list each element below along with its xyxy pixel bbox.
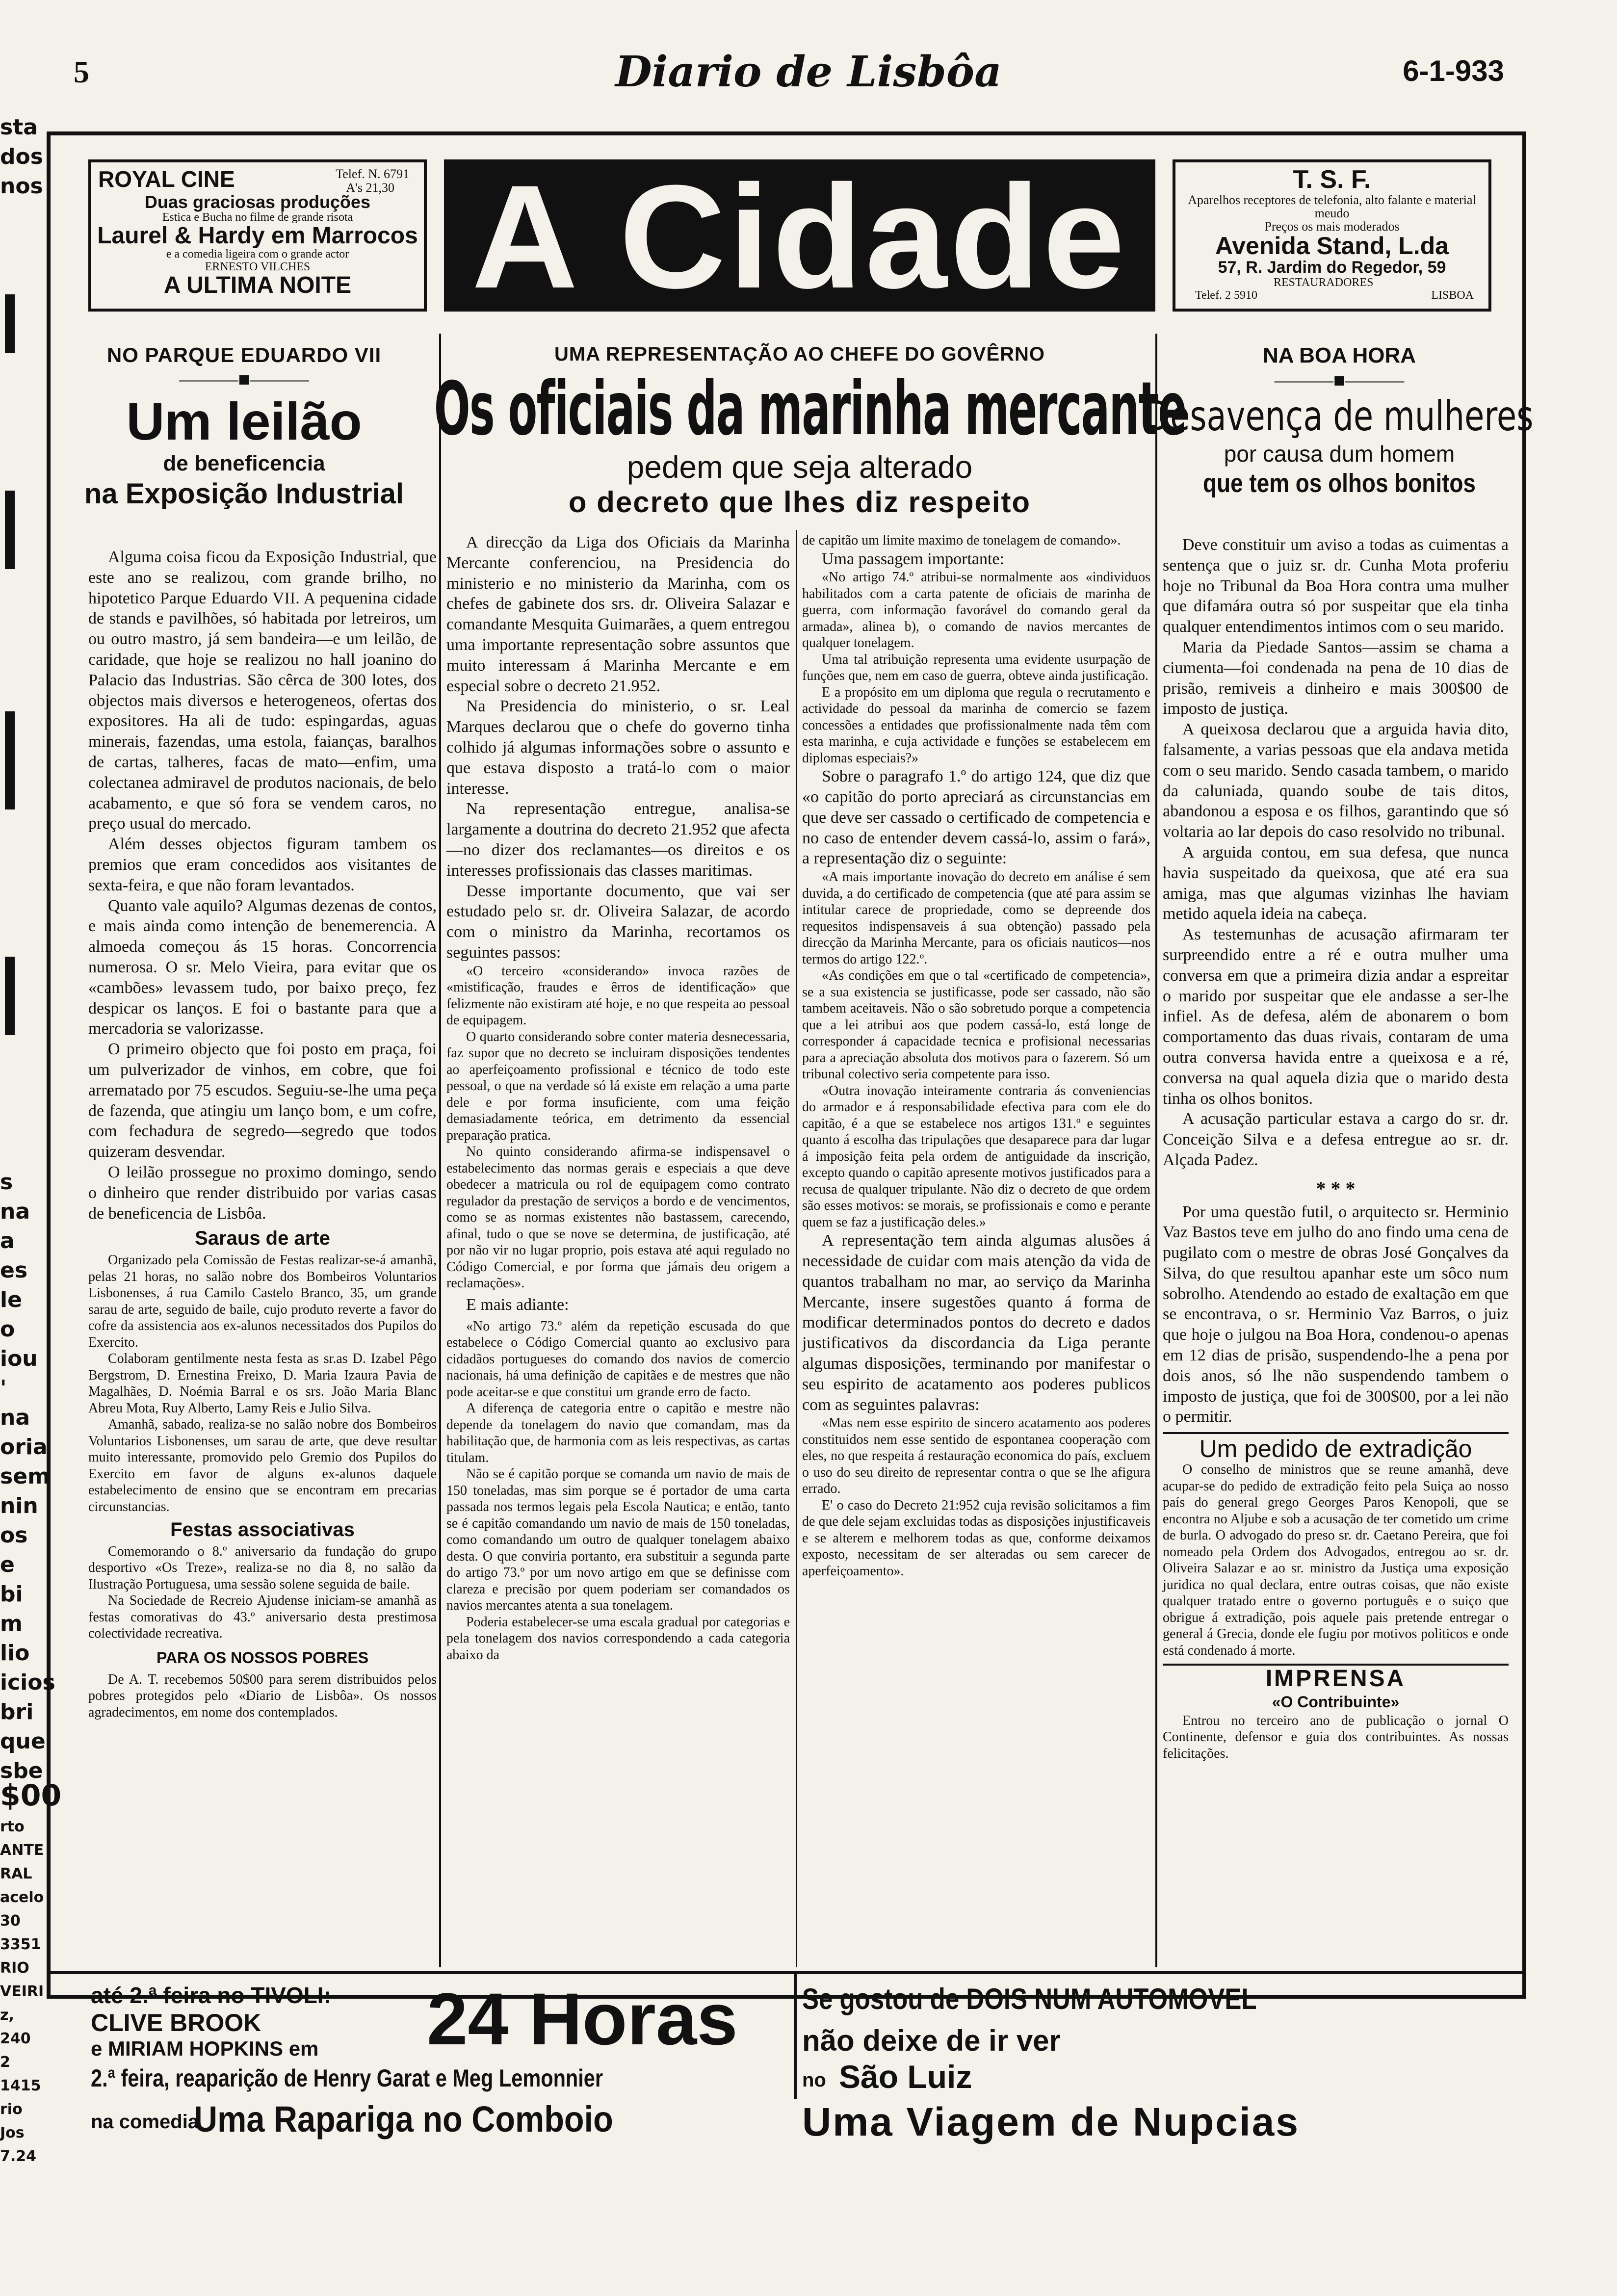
column-rule [1155, 334, 1157, 1967]
tsf-district: RESTAURADORES [1274, 276, 1374, 289]
section-heading-imprensa: IMPRENSA [1163, 1664, 1509, 1689]
center-article-body-a [446, 532, 790, 1663]
right-kicker: NA BOA HORA [1262, 343, 1416, 367]
tsf-ad [1173, 159, 1491, 312]
margin-fragments-top: sta dos nos [0, 115, 43, 199]
paragraph: Colaboram gentilmente nesta festa as sr.as D. Izabel Pêgo Bergstrom, D. Ernestina Freixo, D. Maria Izaura Pavia de Magalhães, D. Noémia Barral e os srs. João Maria Blanc Abreu Mota, Ruy Alberto, Lamy Reis e Julio Silva. [88, 1351, 437, 1416]
royal-cine-time: A's 21,30 [346, 181, 394, 195]
issue-date: 6-1-933 [1403, 54, 1504, 87]
section-masthead [444, 154, 1155, 319]
quote-paragraph: Não se é capitão porque se comanda um navio de mais de 150 toneladas, mas sim porque se é portador de uma carta passada nos termos legais pela Escola Nautica; e então, tanto se é capitão comandando um navio de mais de 150 toneladas, como comandando um outro de qualquer tonelagem abaixo desta. O que conviria portanto, era substituir a segunda parte do artigo 73.º por um novo artigo em que se definisse com clareza e precisão por quem poderiam ser comandados os navios mercantes atenta a sua tonelagem. [446, 1466, 790, 1614]
royal-cine-ad [88, 159, 427, 312]
quote-paragraph: No quinto considerando afirma-se indispensavel o estabelecimento das normas gerais e especiais a que deve obedecer a matricula ou rol de equipagem como contrato regulador da prestação de serviços a bordo e de vencimentos, como se as normas existentes não bastassem, carecendo, afinal, tudo o que se nove se determina, de justificação, até por não vir no lugar proprio, pois estava até aqui regulado no Código Comercial, e por forma que jámais deu origem a reclamações». [446, 1144, 790, 1291]
quote-paragraph: E a propósito em um diploma que regula o recrutamento e actividade do pessoal da marinha de comercio se fazem concessões a entidades que profissionalmente nada têm com esta marinha, e cuja actividade e funções se estabelecem em diplomas especiais?» [802, 684, 1150, 766]
paragraph: Além desses objectos figuram tambem os premios que eram concedidos aos visitantes de sexta-feira, e que não foram levantados. [88, 835, 437, 894]
paragraph: Maria da Piedade Santos—assim se chama a ciumenta—foi condenada na pena de 10 dias de prisão, remiveis a dinheiro e mais 300$00 de imposto de justiça. [1163, 638, 1509, 718]
royal-cine-actor: ERNESTO VILCHES [205, 260, 311, 273]
tivoli-ad-line: até 2.ª feira no TIVOLI: [91, 1983, 331, 2008]
center-headline: Os oficiais da marinha mercante [434, 366, 1186, 452]
column-rule [796, 530, 797, 1967]
quote-paragraph: «As condições em que o tal «certificado de competencia», se a sua existencia se justificasse, pode ser cassado, não são tambem aceitaveis. Não o são sobretudo porque a competencia que a lei atribui aos que podem cassá-lo, está longe de corresponder á capacidade tecnica e profisional necessarias para a apreciação absoluta dos motivos para o fazerem. Só um tribunal colectivo seria competente para isso. [802, 968, 1150, 1082]
left-kicker: NO PARQUE EDUARDO VII [106, 343, 382, 366]
royal-cine-feature: Laurel & Hardy em Marrocos [97, 222, 418, 249]
right-article-header [1145, 343, 1534, 498]
tsf-address: 57, R. Jardim do Regedor, 59 [1218, 258, 1446, 277]
section-heading-pobres: PARA OS NOSSOS POBRES [156, 1648, 369, 1667]
tivoli-ad-line: e MIRIAM HOPKINS em [91, 2037, 319, 2060]
section-divider-stars: * * * [1316, 1177, 1356, 1200]
margin-mark [5, 294, 15, 353]
tivoli-ad-title: 24 Horas [427, 1978, 738, 2060]
paragraph: Sobre o paragrafo 1.º do artigo 124, que diz que «o capitão do porto apreciará as circunstancias em que deve ser cassado o certificado de competencia e no caso de entender devem cassá-lo, assim o fará», a representação diz o seguinte: [802, 767, 1150, 868]
margin-mark [5, 711, 15, 809]
paragraph: Entrou no terceiro ano de publicação o jornal O Continente, defensor e guia dos contribuintes. As nossas felicitações. [1163, 1713, 1509, 1761]
section-heading-saraus: Saraus de arte [195, 1227, 330, 1250]
paragraph: Na Sociedade de Recreio Ajudense iniciam-se amanhã as festas comorativas do 43.º aniversario desta prestimosa colectividade recreativa. [88, 1593, 437, 1642]
margin-mark [5, 491, 15, 569]
sao-luiz-ad-line: Se gostou de DOIS NUM AUTOMOVEL [802, 1983, 1257, 2015]
ad-band-rule [51, 1971, 1522, 1974]
sao-luiz-ad-title: Uma Viagem de Nupcias [802, 2100, 1300, 2144]
tsf-line: Preços os mais moderados [1264, 219, 1400, 234]
royal-cine-line: Duas graciosas produções [144, 192, 371, 212]
paragraph: O leilão prossegue no proximo domingo, sendo o dinheiro que render distribuido por varias casas de beneficencia de Lisbôa. [88, 1163, 437, 1223]
paragraph: A acusação particular estava a cargo do sr. dr. Conceição Silva e a defesa entregue ao sr. dr. Alçada Padez. [1163, 1110, 1509, 1169]
sao-luiz-ad-venue: São Luiz [839, 2059, 972, 2095]
quote-paragraph: «O terceiro «considerando» invoca razões de «mistificação, fraudes e êrros de identificação» que felizmente não existiram até hoje, e no que respeita ao pessoal de equipagem. [446, 963, 790, 1028]
quote-paragraph: Uma tal atribuição representa uma evidente usurpação de funções que, nem em caso de guerra, obteve ainda justificação. [802, 652, 1150, 684]
quote-paragraph: A diferença de categoria entre o capitão e mestre não depende da tonelagem do navio que comandam, mas da habilitação que, de harmonia com as leis respectivas, as cartas titulam. [446, 1401, 790, 1465]
tivoli-ad-second-title: Uma Rapariga no Comboio [194, 2099, 613, 2139]
royal-cine-second-feature: A ULTIMA NOITE [163, 272, 352, 298]
paragraph: O primeiro objecto que foi posto em praça, foi um pulverizador de vinhos, em cobre, que foi arrematado por 75 escudos. Seguiu-se-lhe uma peça de fazenda, que atingiu um lanço bom, e um cofre, com fechadura de segredo—segredo que todos quizeram desvendar. [88, 1040, 437, 1161]
quote-paragraph: E' o caso do Decreto 21:952 cuja revisão solicitamos a fim de que dele sejam excluidas todas as disposições injustificaveis e se alterem e melhorem todas as que, conforme deixamos exposto, necessitam de ser alteradas ou sem carecer de aperfeiçoamento». [802, 1497, 1150, 1579]
paragraph: A direcção da Liga dos Oficiais da Marinha Mercante conferenciou, na Presidencia do ministerio e no ministerio da Marinha, com os chefes de gabinete dos srs. dr. Oliveira Salazar e comandante Mesquita Guimarães, a quem entregou uma importante representação sobre assuntos que muito interessam á Marinha Mercante e em especial sobre o decreto 21.952. [446, 533, 790, 695]
tivoli-ad-actor: CLIVE BROOK [91, 2009, 261, 2036]
tsf-title: T. S. F. [1293, 165, 1371, 194]
quote-paragraph: «Mas nem esse espirito de sincero acatamento aos poderes constituidos nem esse sentido de espontanea cooperação com eles, no que respeita á restauração economica do país, excluem o uso do seu direito de representar contra o que se lhe afigura errado. [802, 1415, 1150, 1497]
quote-paragraph: Poderia estabelecer-se uma escala gradual por categorias e pela tonelagem dos navios correspondendo a cada categoria abaixo da [446, 1614, 790, 1663]
tsf-city: LISBOA [1431, 288, 1474, 302]
ornament: ———■——— [179, 368, 309, 390]
imprensa-subheading: «O Contribuinte» [1272, 1693, 1400, 1711]
sao-luiz-ad-line: no [802, 2069, 826, 2091]
newspaper-title: Diario de Lisbôa [615, 47, 1002, 97]
tivoli-ad-line: 2.ª feira, reaparição de Henry Garat e Meg Lemonnier [91, 2064, 603, 2092]
paragraph: As testemunhas de acusação afirmaram ter surpreendido entre a ré e outra mulher uma conversa em que a primeira dizia andar a espreitar o marido por suspeitar que ele andasse a ser-lhe infiel. As de defesa, além de abonarem o bom comportamento das duas rivais, contaram de uma outra conversa havida entre a queixosa e a ré, conversa na qual aquela dizia que o marido desta tinha os olhos bonitos. [1163, 925, 1509, 1108]
royal-cine-line: e a comedia ligeira com o grande actor [166, 248, 349, 261]
center-subheadline: o decreto que lhes diz respeito [568, 486, 1031, 519]
section-heading-extradicao: Um pedido de extradição [1163, 1432, 1509, 1460]
center-kicker: UMA REPRESENTAÇÃO AO CHEFE DO GOVÊRNO [554, 343, 1045, 365]
paragraph: O conselho de ministros que se reune amanhã, deve acupar-se do pedido de extradição feito pela Suiça ao nosso país do general grego Georges Paros Kenopoli, que se encontra no Aljube e sob a acusação de ter cometido um crime de burla. O advogado do preso sr. dr. Caetano Pereira, que foi nomeado pela Ordem dos Advogados, entregou ao sr. dr. Oliveira Salazar e ao sr. ministro da Justiça uma exposição juridica no qual declara, entre outras coisas, que não existe qualquer tratado entre o governo português e o suiço que obrigue á extradição, pois aquele pais pretende entregar o general á Grecia, donde ele fugiu por motivos politicos e onde está condenado á morte. [1163, 1462, 1509, 1658]
left-headline: Um leilão [126, 391, 362, 451]
paragraph: Alguma coisa ficou da Exposição Industrial, que este ano se realizou, com grande brilho, no hipotetico Parque Eduardo VII. A pequenina cidade de stands e pavilhões, só habitada por letreiros, um ou outro mastro, já sem bandeira—e um leilão, de caridade, que hoje se realizou no hall joanino do Palacio das Industrias. São cêrca de 300 lotes, dos objectos mais diversos e heterogeneos, ofertas dos expositores. Ha ali de tudo: espingardas, aguas minerais, fazendas, uma estola, faianças, baralhos de cartas, talheres, facas de mato—enfim, uma colectanea admiravel de produtos nacionais, de belo acabamento, e que só fora se vendem caros, no preço usual do mercado. [88, 548, 437, 833]
paragraph: A representação tem ainda algumas alusões á necessidade de cuidar com mais atenção da vida de quantos trabalham no mar, ao serviço da Marinha Mercante, insere sugestões quanto á forma de modificar determinados pontos do decreto e dados justificativos da discordancia da Liga perante algumas disposições, terminando por manifestar o seu espirito de acatamento aos poderes publicos com as seguintes palavras: [802, 1231, 1150, 1414]
paragraph: A queixosa declarou que a arguida havia dito, falsamente, a varias pessoas que ela andava metida com o seu marido. Sendo casada tambem, o marido da caluniada, quando soube de tais ditos, abandonou a esposa e os filhos, garantindo que só voltaria ao lar depois do caso resolvido no tribunal. [1163, 720, 1509, 841]
paragraph: Na Presidencia do ministerio, o sr. Leal Marques declarou que o chefe do governo tinha colhido já algumas informações sobre o assunto e que estava disposto a tratá-lo com o maior interesse. [446, 697, 790, 798]
left-article-header [54, 343, 434, 512]
page-number: 5 [74, 54, 89, 89]
quote-paragraph: «A mais importante inovação do decreto em análise é sem duvida, a do certificado de competencia (que até para assim se intitular carece de propriedade, como se depreende dos requesitos indispensaveis á sua obtenção) passado pela direcção da Marinha Mercante, para os oficiais nauticos—nos termos do artigo 122.º. [802, 869, 1150, 967]
right-article-body [1163, 535, 1509, 1762]
tivoli-ad-line: na comedia [91, 2111, 199, 2133]
margin-fragments-middle: s na a es le o iou ' na oria sem nin os e bi m lio icios bri que sbe [0, 1170, 55, 1783]
left-subheadline: de beneficencia [163, 451, 325, 475]
paragraph: A arguida contou, em sua defesa, que nunca havia suspeitado da queixosa, que até era sua amiga, mas que algumas vizinhas lhe haviam metido aquela ideia na cabeça. [1163, 843, 1509, 923]
section-heading-festas: Festas associativas [170, 1519, 355, 1541]
left-article-body [88, 547, 437, 1721]
center-article-header [434, 343, 1186, 519]
royal-cine-line: Estica e Bucha no filme de grande risota [162, 210, 353, 224]
quote-paragraph: «No artigo 74.º atribui-se normalmente aos «individuos habilitados com a carta patente de oficiais de marinha de guerra, com informação favorável do comando geral da armada», alinea b), o comando de navios mercantes de qualquer tonelagem. [802, 570, 1150, 651]
paragraph: Na representação entregue, analisa-se largamente a doutrina do decreto 21.952 que afecta—no dizer dos reclamantes—os direitos e os interesses profissionais das classes maritimas. [446, 800, 790, 880]
right-headline: Desavença de mulheres [1145, 392, 1534, 440]
paragraph: Deve constituir um aviso a todas as cuimentas a sentença que o juiz sr. dr. Cunha Mota proferiu hoje no Tribunal da Boa Hora contra uma mulher que difamára outra só por suspeitar que ela tinha qualquer entendimentos intimos com o seu marido. [1163, 536, 1509, 636]
paragraph: Organizado pela Comissão de Festas realizar-se-á amanhã, pelas 21 horas, no salão nobre dos Bombeiros Voluntarios Lisbonenses, á rua Camilo Castelo Branco, 35, um grande sarau de arte, seguido de baile, cujo produto reverte a favor do cofre da assistencia aos ex-alunos necessitados dos Pupilos do Exercito. [88, 1252, 437, 1350]
center-subheadline: pedem que seja alterado [626, 449, 973, 485]
tsf-line: Aparelhos receptores de telefonia, alto falante e material meudo [1188, 192, 1476, 220]
margin-fragments-bottom: $00 rto ANTE RAL acelo 30 3351 RIO VEIRI z, 240 2 1415 rio Jos 7.24 [0, 1778, 62, 2165]
section-title: A Cidade [471, 154, 1128, 319]
royal-cine-phone: Telef. N. 6791 [336, 167, 409, 181]
paragraph: Quanto vale aquilo? Algumas dezenas de contos, e mais ainda como intenção de benemerencia. A almoeda começou ás 15 horas. Concorrencia numerosa. O sr. Melo Vieira, para evitar que os «cambões» levassem tudo, por baixo preço, fez despicar os lanços. E foi o bastante para que a mercadoria se valorizasse. [88, 896, 437, 1038]
paragraph: Amanhã, sabado, realiza-se no salão nobre dos Bombeiros Voluntarios Lisbonenses, um sarau de arte, que deve resultar muito interessante, promovido pelo Gremio dos Pupilos do Exercito em favor de alguns ex-alunos daquele estabelecimento de ensino que se encontram em precarias circunstancias. [88, 1417, 437, 1514]
quote-paragraph: «No artigo 73.º além da repetição escusada do que estabelece o Código Comercial quanto ao exclusivo para cidadãos portugueses do comando dos navios de comercio nacionais, há uma definição de capitães e de mestres que não pode aceitar-se e que constitui um grande erro de facto. [446, 1318, 790, 1400]
paragraph: E mais adiante: [466, 1295, 569, 1314]
sao-luiz-ad-line: não deixe de ir ver [802, 2024, 1061, 2057]
quote-paragraph: de capitão um limite maximo de tonelagem de comando». [802, 533, 1121, 548]
right-subheadline: que tem os olhos bonitos [1203, 469, 1476, 498]
quote-paragraph: O quarto considerando sobre conter materia desnecessaria, faz supor que no decreto se incluiram disposições tendentes ao aperfeiçoamento profissional e técnico de todo este pessoal, o que na verdade só lá existe em relação a uma parte dele e por forma insuficiente, com uma feição demasiadamente teórica, em detrimento da essencial preparação pratica. [446, 1029, 790, 1143]
royal-cine-name: ROYAL CINE [98, 166, 235, 192]
paragraph: Uma passagem importante: [822, 549, 1005, 568]
ornament: ———■——— [1274, 369, 1405, 391]
column-rule [439, 334, 441, 1967]
paragraph: De A. T. recebemos 50$00 para serem distribuidos pelos pobres protegidos pelo «Diario de Lisbôa». Os nossos agradecimentos, em nome dos contemplados. [88, 1671, 437, 1720]
quote-paragraph: «Outra inovação inteiramente contraria ás conveniencias do armador e á responsabilidade efectiva para com ele do capitão, é a que se estabelece nos artigos 131.º e seguintes quanto á escolha das tripulações que desaparece para dar lugar á imposição feita pela ordem de antiguidade da inscrição, excepto quando o capitão apresente motivos justificados para a recusa de qualquer tripulante. Não diz o decreto de que ordem são esses motivos: se morais, se profissionais e como e perante quem se faz a justificação deles.» [802, 1083, 1150, 1230]
ad-divider [794, 1971, 797, 2099]
right-subheadline: por causa dum homem [1224, 441, 1455, 467]
center-article-body-b [802, 532, 1150, 1579]
tsf-store: Avenida Stand, L.da [1215, 232, 1449, 260]
paragraph: Comemorando o 8.º aniversario da fundação do grupo desportivo «Os Treze», realiza-se no dia 8, no salão da Ilustração Portuguesa, uma sessão solene seguida de baile. [88, 1543, 437, 1592]
tsf-phone: Telef. 2 5910 [1195, 288, 1257, 302]
paragraph: Por uma questão futil, o arquitecto sr. Herminio Vaz Bastos teve em julho do ano findo uma cena de pugilato com o mestre de obras José Gonçalves da Silva, do que resultou apanhar este um sôco num sobrolho. Atendendo ao estado de exaltação em que se encontrava, o sr. Herminio Vaz Barros, o juiz que hoje o julgou na Boa Hora, condenou-o apenas em 12 dias de prisão, suspendendo-lhe a pena por dois anos, só lhe não suspendendo tambem o imposto de justiça, que foi de 300$00, por a lei não o permitir. [1163, 1202, 1509, 1426]
paragraph: Desse importante documento, que vai ser estudado pelo sr. dr. Oliveira Salazar, de acordo com o ministro da Marinha, recortamos os seguintes passos: [446, 882, 790, 962]
left-subheadline: na Exposição Industrial [84, 478, 404, 510]
margin-mark [5, 957, 15, 1035]
